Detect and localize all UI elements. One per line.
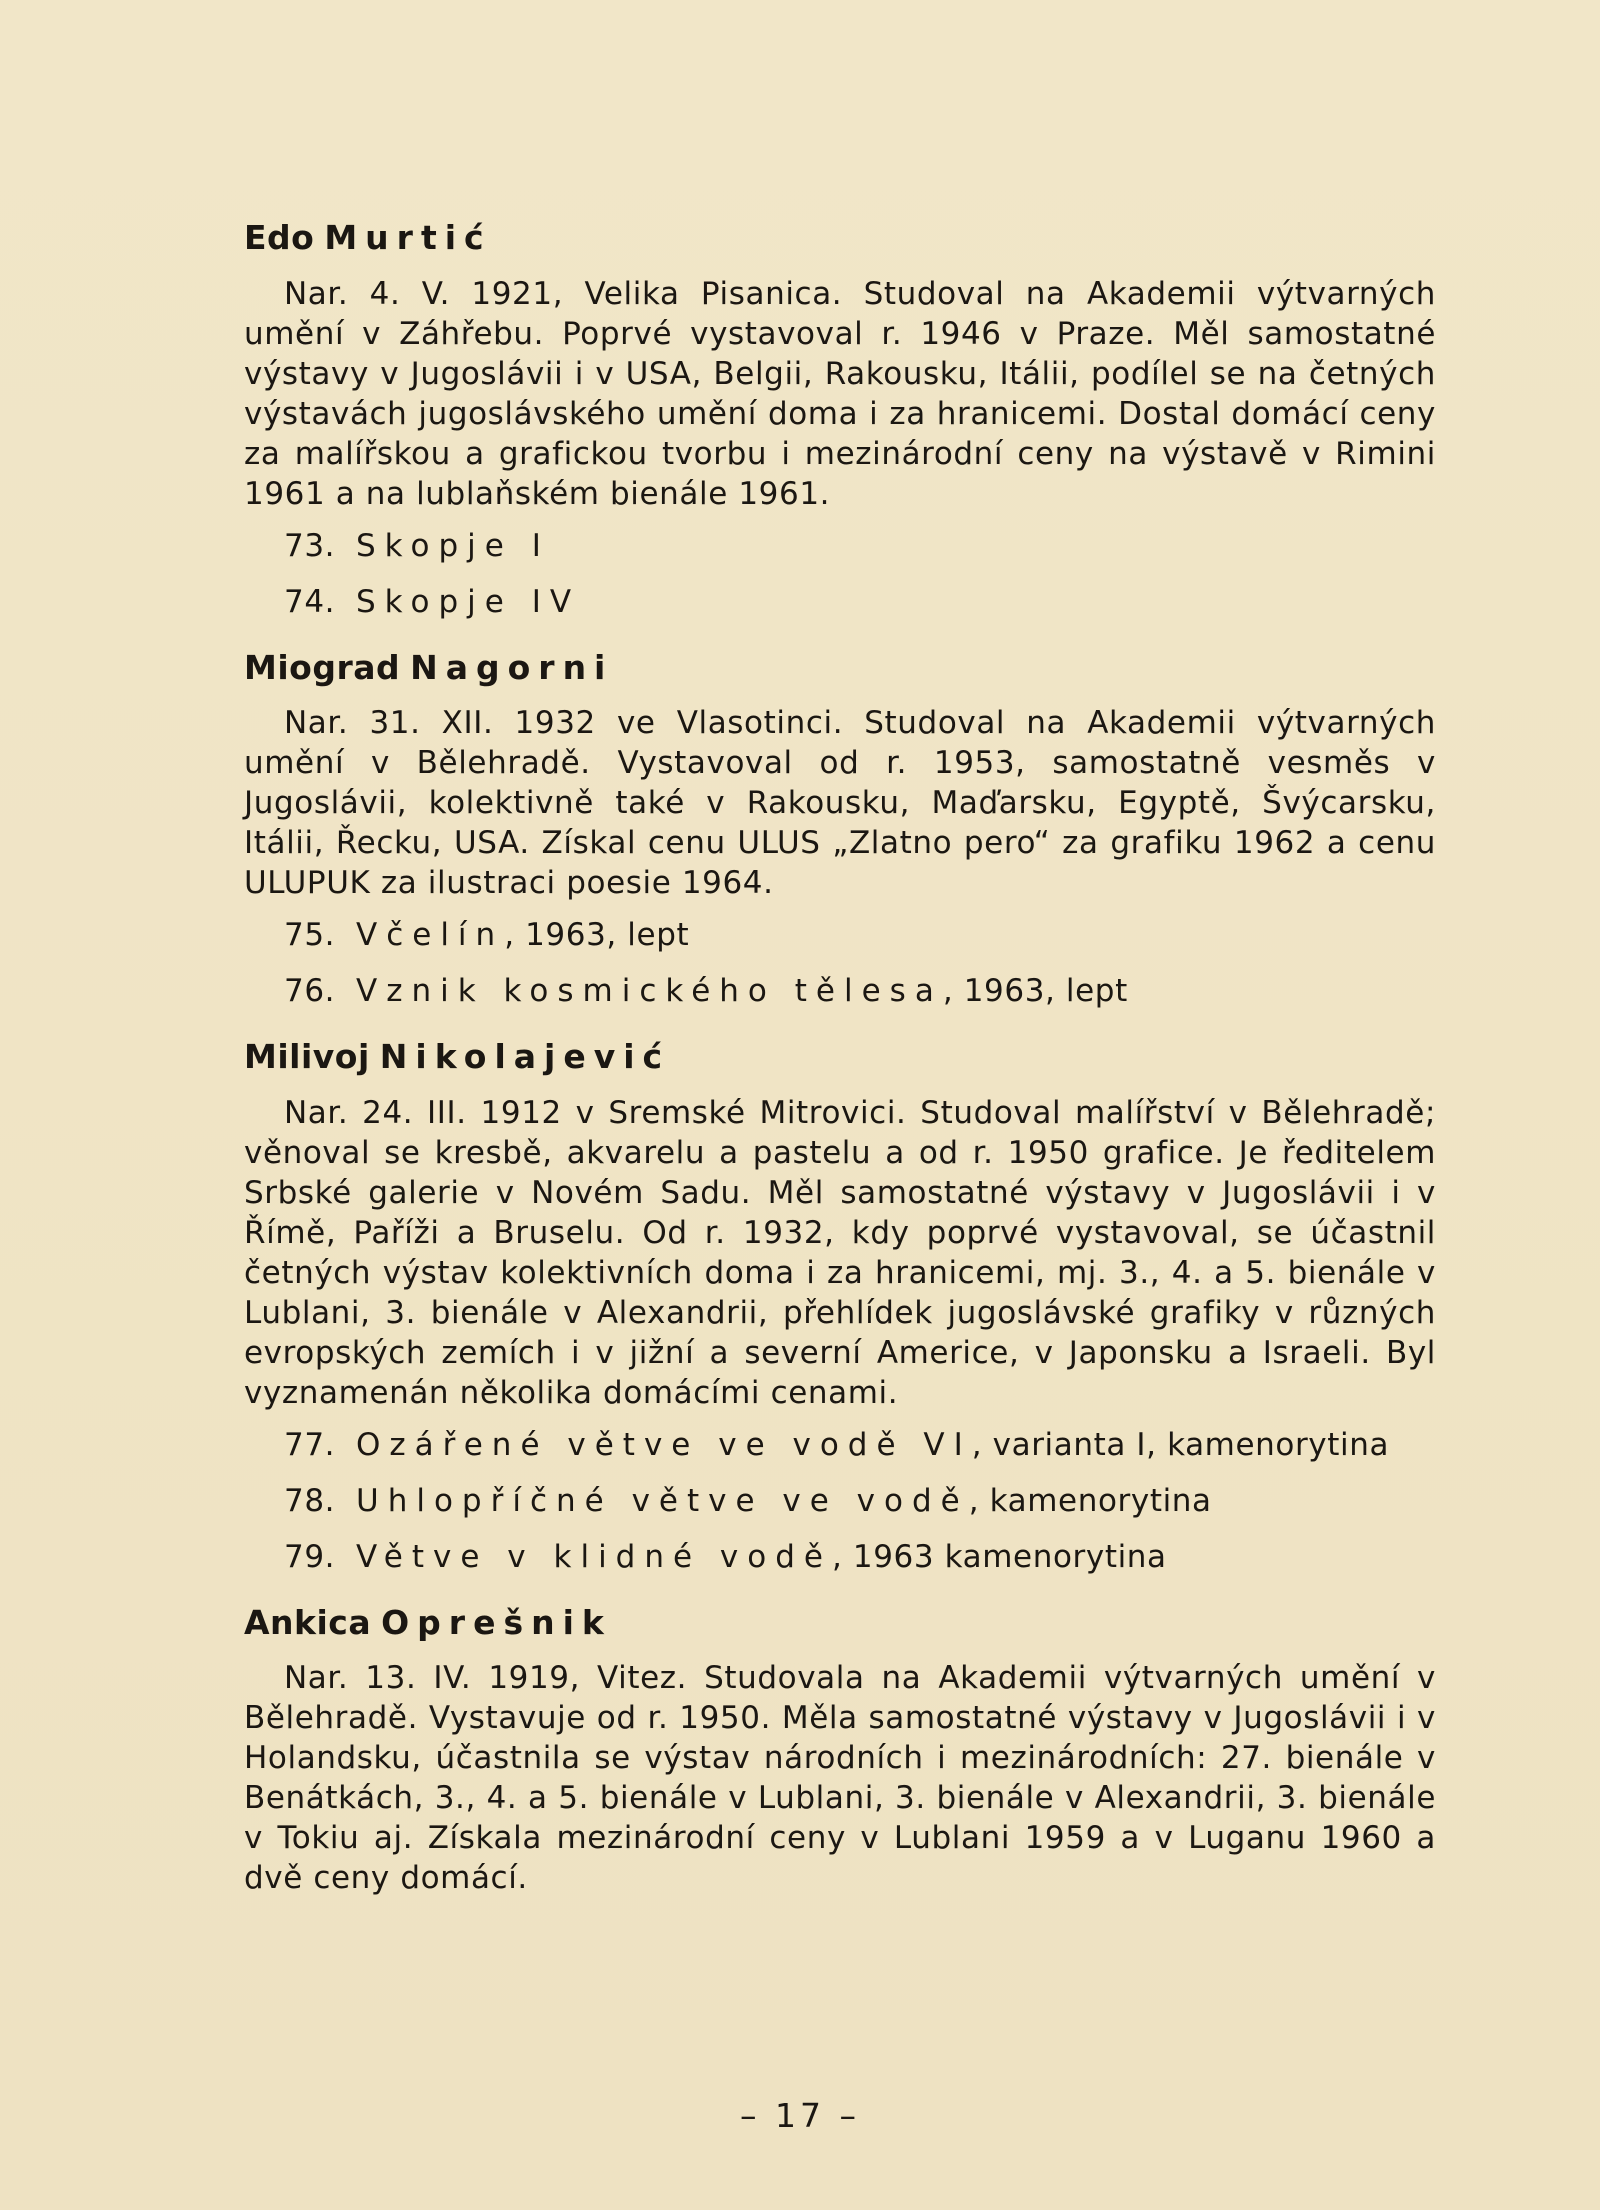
work-item xyxy=(284,915,1436,955)
work-title: Vznik kosmického tělesa xyxy=(356,973,943,1010)
artist-entry xyxy=(244,648,1436,1012)
artist-first-name: Miograd xyxy=(244,647,401,687)
work-details: , 1963, lept xyxy=(942,973,1128,1010)
artist-entry xyxy=(244,218,1436,622)
artist-first-name: Milivoj xyxy=(244,1037,370,1077)
works-list xyxy=(244,526,1436,622)
work-number: 79. xyxy=(284,1538,336,1575)
work-number: 76. xyxy=(284,973,336,1010)
work-item xyxy=(284,1537,1436,1577)
artist-entry xyxy=(244,1037,1436,1577)
work-details: , 1963, lept xyxy=(504,917,690,954)
artist-bio: Nar. 4. V. 1921, Velika Pisanica. Studoval na Akademii výtvarných umění v Záhřebu. Poprvé vystavoval r. 1946 v Praze. Měl samostatné výstavy v Jugoslávii i v USA, Belgii, Rakousku, Itálii, podílel se na četných výstavách jugoslávského umění doma i za hranicemi. Dostal domácí ceny za malířskou a grafickou tvorbu i mezinárodní ceny na výstavě v Rimini 1961 a na lublaňském bienále 1961. xyxy=(244,275,1436,512)
work-title: Včelín xyxy=(356,917,505,954)
work-title: Uhlopříčné větve ve vodě xyxy=(356,1482,969,1519)
work-title: Větve v klidné vodě xyxy=(356,1538,832,1575)
artist-name xyxy=(244,648,1436,688)
artist-name xyxy=(244,218,1436,258)
work-title: Skopje I xyxy=(356,527,550,564)
work-title: Skopje IV xyxy=(356,583,581,620)
work-number: 75. xyxy=(284,917,336,954)
artist-last-name: Murtić xyxy=(324,218,492,257)
artist-name xyxy=(244,1037,1436,1077)
work-number: 74. xyxy=(284,583,336,620)
work-item xyxy=(284,582,1436,622)
page-number: – 17 – xyxy=(740,2096,860,2135)
work-item xyxy=(284,1481,1436,1521)
work-details: , varianta I, kamenorytina xyxy=(971,1426,1390,1463)
text-column xyxy=(244,218,1436,1924)
work-number: 73. xyxy=(284,527,336,564)
works-list xyxy=(244,1425,1436,1577)
works-list xyxy=(244,915,1436,1011)
work-title: Ozářené větve ve vodě VI xyxy=(356,1426,972,1463)
artist-bio: Nar. 13. IV. 1919, Vitez. Studovala na Akademii výtvarných umění v Bělehradě. Vystavuje od r. 1950. Měla samostatné výstavy v Jugoslávii i v Holandsku, účastnila se výstav národních i mezinárodních: 27. bienále v Benátkách, 3., 4. a 5. bienále v Lublani, 3. bienále v Alexandrii, 3. bienále v Tokiu aj. Získala mezinárodní ceny v Lublani 1959 a v Luganu 1960 a dvě ceny domácí. xyxy=(244,1660,1436,1897)
work-item xyxy=(284,971,1436,1011)
artist-bio: Nar. 31. XII. 1932 ve Vlasotinci. Studoval na Akademii výtvarných umění v Bělehradě. Vystavoval od r. 1953, samostatně vesměs v Jugoslávii, kolektivně také v Rakousku, Maďarsku, Egyptě, Švýcarsku, Itálii, Řecku, USA. Získal cenu ULUS „Zlatno pero“ za grafiku 1962 a cenu ULUPUK za ilustraci poesie 1964. xyxy=(244,705,1436,902)
work-item xyxy=(284,526,1436,566)
artist-first-name: Ankica xyxy=(244,1602,372,1642)
artist-entry xyxy=(244,1603,1436,1899)
artist-name xyxy=(244,1603,1436,1643)
work-details: , kamenorytina xyxy=(968,1482,1212,1519)
artist-bio: Nar. 24. III. 1912 v Sremské Mitrovici. Studoval malířství v Bělehradě; věnoval se kresbě, akvarelu a pastelu a od r. 1950 grafice. Je ředitelem Srbské galerie v Novém Sadu. Měl samostatné výstavy v Jugoslávii i v Římě, Paříži a Bruselu. Od r. 1932, kdy poprvé vystavoval, se účastnil četných výstav kolektivních doma i za hranicemi, mj. 3., 4. a 5. bienále v Lublani, 3. bienále v Alexandrii, přehlídek jugoslávské grafiky v různých evropských zemích i v jižní a severní Americe, v Japonsku a Israeli. Byl vyznamenán několika domácími cenami. xyxy=(244,1094,1436,1411)
artist-last-name: Nikolajević xyxy=(379,1037,671,1077)
work-details: , 1963 kamenorytina xyxy=(832,1538,1167,1575)
work-item xyxy=(284,1425,1436,1465)
artist-first-name: Edo xyxy=(244,218,315,257)
artist-last-name: Oprešnik xyxy=(381,1602,612,1642)
work-number: 78. xyxy=(284,1482,336,1519)
artist-last-name: Nagorni xyxy=(410,647,614,687)
work-number: 77. xyxy=(284,1426,336,1463)
